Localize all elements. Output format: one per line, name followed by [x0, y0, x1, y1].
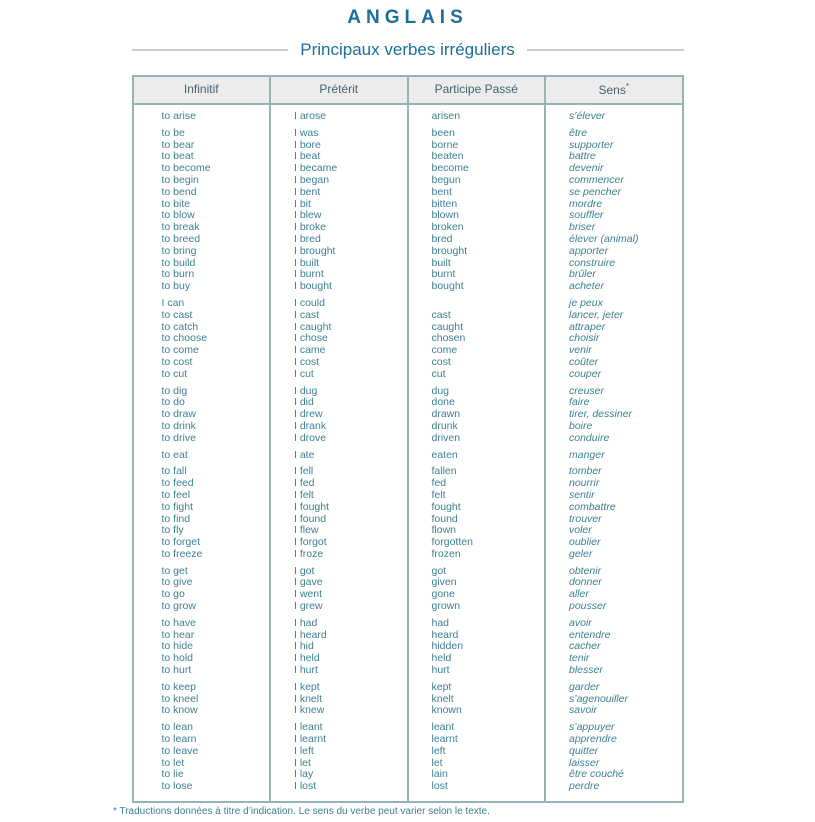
table-cell: s’agenouiller — [569, 692, 628, 705]
table-cell: I found — [294, 512, 327, 525]
table-cell: to break — [161, 221, 200, 234]
table-cell: oublier — [569, 536, 601, 549]
table-cell: couper — [569, 367, 602, 380]
table-cell: I grew — [294, 600, 323, 613]
table-cell: I cast — [294, 308, 320, 321]
table-cell: acheter — [569, 280, 605, 293]
verb-group — [134, 466, 270, 560]
table-cell: donner — [569, 576, 602, 589]
table-cell: to come — [161, 344, 199, 357]
table-cell: to drink — [161, 419, 196, 432]
verb-group — [134, 682, 270, 717]
table-cell: I beat — [294, 150, 321, 163]
table-cell: I froze — [294, 547, 324, 560]
table-cell: blesser — [569, 664, 603, 677]
column-header-sens-label: Sens — [598, 83, 626, 97]
table-cell: fought — [431, 500, 461, 513]
table-cell: to buy — [161, 280, 191, 293]
table-cell: I was — [294, 126, 319, 139]
verb-group — [409, 111, 545, 123]
table-cell: to forget — [161, 536, 201, 549]
table-cell: I kept — [294, 680, 320, 693]
verb-group — [546, 111, 682, 123]
table-cell: to learn — [161, 733, 197, 746]
table-cell: venir — [569, 344, 592, 357]
table-cell: to catch — [161, 320, 199, 333]
table-cell: to keep — [161, 680, 196, 693]
table-cell: forgotten — [431, 536, 473, 549]
table-cell: to become — [161, 162, 211, 175]
table-cell: to kneel — [161, 692, 199, 705]
table-cell: briser — [569, 221, 596, 234]
table-cell: I knelt — [294, 692, 323, 705]
table-cell: I fell — [294, 465, 314, 478]
table-cell: laisser — [569, 756, 600, 769]
footnote: * Traductions données à titre d’indication. Le sens du verbe peut varier selon le texte. — [113, 806, 490, 817]
verb-group — [546, 298, 682, 381]
verb-group — [271, 386, 407, 445]
table-cell: cast — [431, 308, 451, 321]
table-cell: cacher — [569, 640, 601, 653]
table-cell: manger — [569, 448, 605, 461]
table-cell: grown — [431, 600, 461, 613]
table-cell: blown — [431, 209, 459, 222]
table-cell: I came — [294, 344, 326, 357]
table-cell: I bought — [294, 280, 332, 293]
table-cell: to build — [161, 256, 196, 269]
table-cell: savoir — [569, 704, 598, 717]
verb-group — [271, 722, 407, 793]
table-cell: I held — [294, 652, 320, 665]
table-cell: gone — [431, 588, 455, 601]
table-cell: to grow — [161, 600, 196, 613]
table-cell: bent — [431, 185, 452, 198]
verb-group — [134, 618, 270, 677]
table-cell: to hurt — [161, 664, 192, 677]
table-cell: hidden — [431, 640, 464, 653]
table-cell: leant — [431, 721, 455, 734]
table-cell: to lose — [161, 780, 193, 793]
table-cell: done — [431, 396, 455, 409]
table-cell: lain — [431, 768, 448, 781]
table-cell: I began — [294, 173, 330, 186]
table-cell: être couché — [569, 768, 624, 781]
verb-group — [546, 386, 682, 445]
table-cell: commencer — [569, 173, 624, 186]
table-cell: to give — [161, 576, 193, 589]
page-title: ANGLAIS — [347, 7, 468, 28]
table-cell: to beat — [161, 150, 194, 163]
table-cell: to lie — [161, 768, 184, 781]
column-header-infinitif: Infinitif — [134, 77, 272, 103]
table-cell: to choose — [161, 332, 208, 345]
table-cell: to bend — [161, 185, 197, 198]
table-cell: to hide — [161, 640, 194, 653]
table-cell: I felt — [294, 488, 314, 501]
table-cell: to blow — [161, 209, 195, 222]
verb-group — [546, 466, 682, 560]
table-cell: fallen — [431, 465, 457, 478]
table-cell: to fall — [161, 465, 187, 478]
table-cell: boire — [569, 419, 593, 432]
table-cell: frozen — [431, 547, 461, 560]
table-cell: I caught — [294, 320, 332, 333]
verb-group — [546, 128, 682, 293]
table-cell: souffler — [569, 209, 604, 222]
table-cell: brought — [431, 244, 468, 257]
table-cell: creuser — [569, 384, 605, 397]
verb-group — [271, 566, 407, 613]
table-cell: I did — [294, 396, 314, 409]
verb-group — [409, 722, 545, 793]
table-cell: I fought — [294, 500, 330, 513]
table-cell: I knew — [294, 704, 325, 717]
table-cell: arisen — [431, 110, 461, 122]
table-cell — [409, 298, 545, 310]
table-cell: heard — [431, 628, 459, 641]
table-cell: drunk — [431, 419, 458, 432]
verb-group — [134, 722, 270, 793]
table-cell: I learnt — [294, 733, 327, 746]
table-cell: to do — [161, 396, 185, 409]
table-cell: s’appuyer — [569, 721, 615, 734]
table-cell: to bear — [161, 138, 195, 151]
table-cell: apporter — [569, 244, 609, 257]
table-cell: to leave — [161, 744, 199, 757]
column-header-participe-passe: Participe Passé — [409, 77, 547, 103]
table-cell: known — [431, 704, 462, 717]
table-cell: quitter — [569, 744, 599, 757]
verb-group — [134, 128, 270, 293]
table-cell: learnt — [431, 733, 458, 746]
table-cell: entendre — [569, 628, 611, 641]
verb-group — [546, 618, 682, 677]
table-cell: apprendre — [569, 733, 617, 746]
table-cell: knelt — [431, 692, 454, 705]
table-cell: s’élever — [569, 110, 606, 122]
table-cell: been — [431, 126, 455, 139]
table-cell: cost — [431, 355, 451, 368]
table-cell: avoir — [569, 616, 592, 629]
table-cell: devenir — [569, 162, 604, 175]
table-cell: I heard — [294, 628, 327, 641]
verb-group — [546, 722, 682, 793]
table-cell: I drank — [294, 419, 327, 432]
table-cell: bred — [431, 232, 453, 245]
table-cell: cut — [431, 367, 446, 380]
verb-group — [409, 618, 545, 677]
verb-group — [409, 466, 545, 560]
table-cell: I blew — [294, 209, 322, 222]
table-cell: pousser — [569, 600, 607, 613]
table-cell: I bore — [294, 138, 321, 151]
verb-group — [409, 298, 545, 381]
column-header-sens — [546, 77, 682, 103]
table-cell: to bring — [161, 244, 197, 257]
subtitle-rule-right — [527, 49, 684, 51]
subtitle-row — [132, 40, 684, 60]
table-cell: to find — [161, 512, 191, 525]
table-cell: tomber — [569, 465, 602, 478]
table-cell: garder — [569, 680, 600, 693]
table-cell: I burnt — [294, 268, 324, 281]
table-cell: I built — [294, 256, 320, 269]
verb-group — [409, 566, 545, 613]
table-cell: burnt — [431, 268, 456, 281]
verb-group — [546, 450, 682, 462]
table-cell: nourrir — [569, 477, 600, 490]
table-cell: I became — [294, 162, 338, 175]
table-cell: found — [431, 512, 458, 525]
table-cell: faire — [569, 396, 590, 409]
table-cell: geler — [569, 547, 593, 560]
verb-group — [271, 111, 407, 123]
table-cell: to fight — [161, 500, 194, 513]
table-cell: I arose — [294, 110, 327, 122]
verb-group — [134, 450, 270, 462]
table-cell: let — [431, 756, 443, 769]
table-cell: se pencher — [569, 185, 621, 198]
verb-group — [546, 566, 682, 613]
verb-group — [546, 682, 682, 717]
table-cell: trouver — [569, 512, 602, 525]
table-cell: to feed — [161, 477, 194, 490]
table-cell: I fed — [294, 477, 315, 490]
verb-group — [271, 128, 407, 293]
page-subtitle: Principaux verbes irréguliers — [300, 40, 515, 59]
table-cell: driven — [431, 431, 461, 444]
table-cell: to let — [161, 756, 185, 769]
column-infinitif — [134, 105, 272, 801]
verb-group — [271, 618, 407, 677]
table-cell: I bit — [294, 197, 311, 210]
table-cell: I bred — [294, 232, 321, 245]
verb-group — [134, 111, 270, 123]
table-cell: I gave — [294, 576, 323, 589]
table-cell: I cut — [294, 367, 314, 380]
table-cell: to dig — [161, 384, 188, 397]
table-cell: I could — [294, 296, 325, 309]
table-cell: caught — [431, 320, 464, 333]
table-cell: choisir — [569, 332, 600, 345]
table-cell: I drew — [294, 408, 323, 421]
column-sens — [546, 105, 682, 801]
table-cell: I forgot — [294, 536, 327, 549]
table-cell: to burn — [161, 268, 195, 281]
table-cell: built — [431, 256, 451, 269]
verb-group — [271, 682, 407, 717]
table-cell: I lay — [294, 768, 314, 781]
table-cell: broken — [431, 221, 464, 234]
table-cell: to eat — [161, 448, 188, 461]
table-cell: bought — [431, 280, 464, 293]
verb-group — [409, 682, 545, 717]
verb-group — [134, 298, 270, 381]
table-cell: lost — [431, 780, 448, 793]
table-cell: brûler — [569, 268, 596, 281]
table-cell: battre — [569, 150, 596, 163]
irregular-verbs-table — [132, 75, 684, 803]
table-cell: aller — [569, 588, 589, 601]
table-cell: to drive — [161, 431, 196, 444]
table-cell: become — [431, 162, 469, 175]
table-cell: I bent — [294, 185, 321, 198]
table-cell: I brought — [294, 244, 336, 257]
table-cell: obtenir — [569, 564, 602, 577]
verb-group — [409, 450, 545, 462]
table-cell: to begin — [161, 173, 199, 186]
verb-group — [409, 386, 545, 445]
table-cell: I had — [294, 616, 318, 629]
table-cell: to cost — [161, 355, 193, 368]
table-cell: I let — [294, 756, 311, 769]
table-cell: I got — [294, 564, 315, 577]
table-cell: left — [431, 744, 446, 757]
verb-group — [271, 450, 407, 462]
column-preterit — [271, 105, 409, 801]
table-cell: got — [431, 564, 447, 577]
table-cell: être — [569, 126, 588, 139]
table-cell: sentir — [569, 488, 595, 501]
table-cell: felt — [431, 488, 446, 501]
table-cell: I left — [294, 744, 314, 757]
table-cell: I hid — [294, 640, 314, 653]
table-cell: tirer, dessiner — [569, 408, 633, 421]
table-cell: chosen — [431, 332, 466, 345]
table-cell: hurt — [431, 664, 450, 677]
table-cell: I lost — [294, 780, 317, 793]
table-cell: I went — [294, 588, 323, 601]
table-cell: voler — [569, 524, 592, 537]
table-cell: to have — [161, 616, 196, 629]
table-cell: had — [431, 616, 450, 629]
table-cell: to breed — [161, 232, 201, 245]
column-header-preterit: Prétérit — [271, 77, 409, 103]
table-cell: fed — [431, 477, 447, 490]
table-cell: dug — [431, 384, 450, 397]
table-cell: I drove — [294, 431, 327, 444]
table-cell: to hold — [161, 652, 194, 665]
table-cell: to draw — [161, 408, 196, 421]
table-cell: I hurt — [294, 664, 318, 677]
table-cell: attraper — [569, 320, 606, 333]
table-cell: bitten — [431, 197, 458, 210]
table-cell: to hear — [161, 628, 195, 641]
table-cell: construire — [569, 256, 616, 269]
table-header-row — [134, 77, 682, 105]
subtitle-rule-left — [132, 49, 289, 51]
table-cell: to cut — [161, 367, 188, 380]
table-cell: borne — [431, 138, 459, 151]
table-cell: given — [431, 576, 457, 589]
table-cell: to arise — [161, 110, 196, 122]
table-cell: drawn — [431, 408, 461, 421]
table-cell: to lean — [161, 721, 194, 734]
table-cell: come — [431, 344, 458, 357]
table-cell: lancer, jeter — [569, 308, 624, 321]
verb-group — [134, 386, 270, 445]
table-cell: je peux — [569, 296, 603, 309]
table-cell: to cast — [161, 308, 193, 321]
table-cell: I ate — [294, 448, 315, 461]
table-cell: I flew — [294, 524, 319, 537]
table-cell: coûter — [569, 355, 599, 368]
table-cell: to get — [161, 564, 188, 577]
table-cell: beaten — [431, 150, 464, 163]
table-cell: I broke — [294, 221, 327, 234]
footnote-marker: * — [625, 82, 629, 91]
table-cell: perdre — [569, 780, 600, 793]
table-cell: to bite — [161, 197, 191, 210]
table-cell: supporter — [569, 138, 614, 151]
table-cell: held — [431, 652, 452, 665]
table-cell: I can — [161, 296, 185, 309]
verb-group — [271, 298, 407, 381]
table-cell: I cost — [294, 355, 320, 368]
table-cell: élever (animal) — [569, 232, 639, 245]
table-cell: eaten — [431, 448, 458, 461]
table-cell: kept — [431, 680, 452, 693]
table-cell: I dug — [294, 384, 318, 397]
table-cell: flown — [431, 524, 457, 537]
verb-group — [134, 566, 270, 613]
table-cell: to know — [161, 704, 198, 717]
table-cell: to feel — [161, 488, 191, 501]
table-cell: I chose — [294, 332, 328, 345]
table-cell: mordre — [569, 197, 603, 210]
table-cell: to fly — [161, 524, 184, 537]
table-cell: to go — [161, 588, 185, 601]
column-participe-passe — [409, 105, 547, 801]
table-body — [134, 105, 682, 801]
table-cell: to freeze — [161, 547, 203, 560]
table-cell: conduire — [569, 431, 610, 444]
verb-group — [271, 466, 407, 560]
table-cell: to be — [161, 126, 185, 139]
verb-group — [409, 128, 545, 293]
table-cell: I leant — [294, 721, 323, 734]
table-cell: begun — [431, 173, 461, 186]
table-cell: combattre — [569, 500, 616, 513]
table-cell: tenir — [569, 652, 590, 665]
